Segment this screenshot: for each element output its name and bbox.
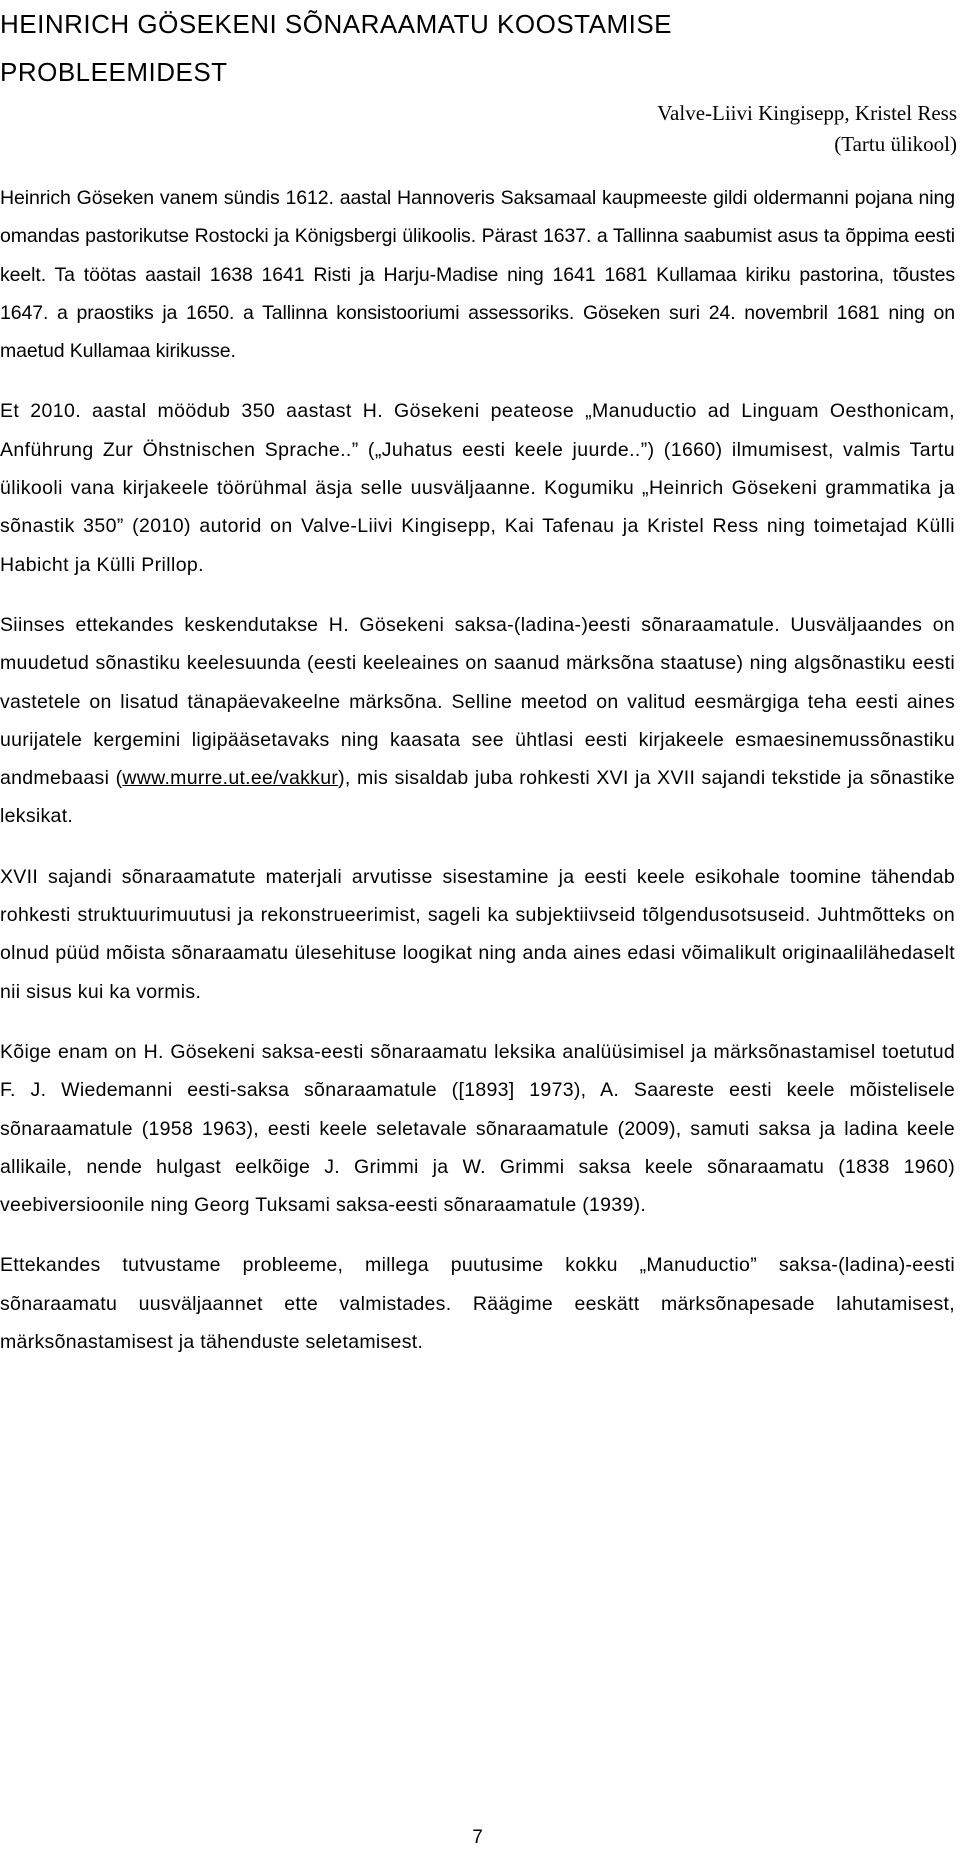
paragraph-anniversary: Et 2010. aastal möödub 350 aastast H. Gösekeni peateose „Manuductio ad Linguam Oesthonicam, Anführung Zur Öhstnischen Sprache..” („Juhatus eesti keele juurde..”) (1660) ilmumisest, valmis Tartu ülikooli vana kirjakeele töörühmal äsja selle uusväljaanne. Kogumiku „Heinrich Gösekeni grammatika ja sõnastik 350” (2010) autorid on Valve-Liivi Kingisepp, Kai Tafenau ja Kristel Ress ning toimetajad Külli Habicht ja Külli Prillop.: [0, 400, 955, 576]
page-number: 7: [472, 1827, 483, 1848]
paragraph-sources: Kõige enam on H. Gösekeni saksa-eesti sõnaraamatu leksika analüüsimisel ja märksõnastamisel toetutud F. J. Wiedemanni eesti-saksa sõnaraamatule ([1893] 1973), A. Saareste eesti keele mõistelisele sõnaraamatule (1958 1963), eesti keele seletavale sõnaraamatule (2009), samuti saksa ja ladina keele allikaile, nende hulgast eelkõige J. Grimmi ja W. Grimmi saksa keele sõnaraamatu (1838 1960) veebiversioonile ning Georg Tuksami saksa-eesti sõnaraamatule (1939).: [0, 1040, 955, 1217]
paragraph-biography: Heinrich Göseken vanem sündis 1612. aastal Hannoveris Saksamaal kaupmeeste gildi oldermanni pojana ning omandas pastorikutse Rostocki ja Königsbergi ülikoolis. Pärast 1637. a Tallinna saabumist asus ta õppima eesti keelt. Ta töötas aastail 1638 1641 Risti ja Harju-Madise ning 1641 1681 Kullamaa kiriku pastorina, tõustes 1647. a praostiks ja 1650. a Tallinna konsistooriumi assessoriks. Göseken suri 24. novembril 1681 ning on maetud Kullamaa kirikusse.: [0, 187, 955, 363]
paragraph-focus: [0, 606, 955, 836]
title-line-2: PROBLEEMIDEST: [0, 57, 228, 87]
paper-body: [0, 179, 955, 1383]
author-affiliation: (Tartu ülikool): [834, 132, 957, 156]
paragraph-method: XVII sajandi sõnaraamatute materjali arvutisse sisestamine ja eesti keele esikohale toomine tähendab rohkesti struktuurimuutusi ja rekonstrueerimist, sageli ka subjektiivseid tõlgendusotsuseid. Juhtmõtteks on olnud püüd mõista sõnaraamatu ülesehituse loogikat ning anda aines edasi võimalikult originaalilähedaselt nii sisus kui ka vormis.: [0, 865, 955, 1003]
paper-title: [0, 0, 830, 96]
title-line-1: HEINRICH GÖSEKENI SÕNARAAMATU KOOSTAMISE: [0, 9, 673, 39]
author-names: Valve-Liivi Kingisepp, Kristel Ress: [657, 101, 957, 125]
author-block: [657, 98, 957, 160]
paragraph-focus-text-1: Siinses ettekandes keskendutakse H. Gösekeni saksa-(ladina-)eesti sõnaraamatule. Uusväljaandes on muudetud sõnastiku keelesuunda (eesti keeleaines on saanud märksõna staatuse) ning algsõnastiku eesti vastetele on lisatud tänapäevakeelne märksõna. Selline meetod on valitud eesmärgiga teha eesti aines uurijatele kergemini ligipääsetavaks ning kaasata see ühtlasi eesti kirjakeele esmaesinemussõnastiku andmebaasi (: [0, 613, 955, 790]
paragraph-focus-text-2: ), mis sisaldab juba rohkesti XVI ja XVII sajandi tekstide ja sõnastike leksikat.: [0, 767, 955, 828]
vakkur-database-link[interactable]: www.murre.ut.ee/vakkur: [122, 767, 339, 790]
paragraph-problems: Ettekandes tutvustame probleeme, millega puutusime kokku „Manuductio” saksa-(ladina)-eesti sõnaraamatu uusväljaannet ette valmistades. Räägime eeskätt märksõnapesade lahutamisest, märksõnastamisest ja tähenduste seletamisest.: [0, 1254, 955, 1354]
